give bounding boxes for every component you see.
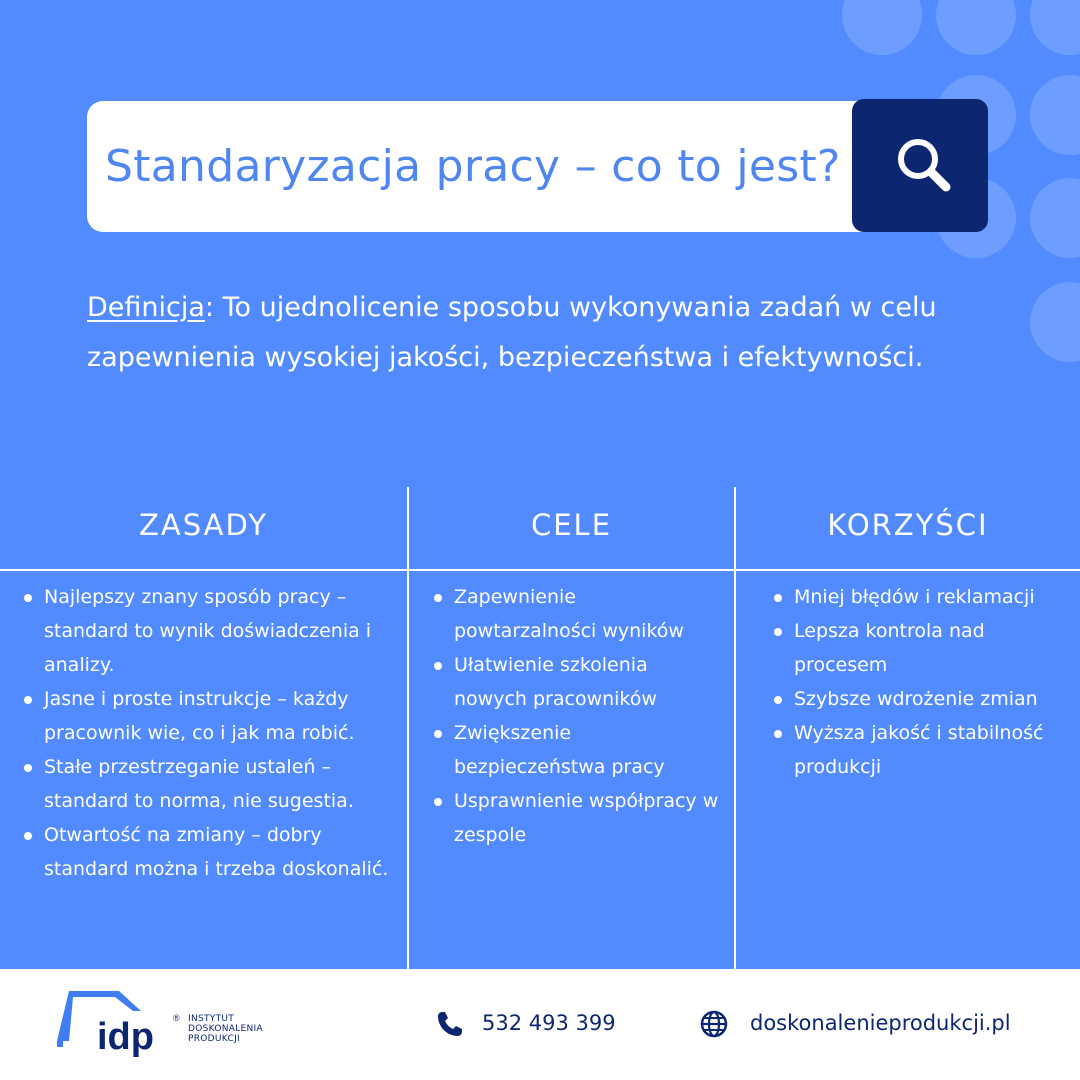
phone-icon bbox=[436, 1010, 464, 1038]
decorative-circle bbox=[1030, 75, 1080, 155]
logo-line: INSTYTUT bbox=[188, 1014, 235, 1024]
search-icon bbox=[852, 99, 988, 232]
logo-wordmark bbox=[188, 1014, 263, 1044]
phone-number[interactable]: 532 493 399 bbox=[482, 1011, 616, 1035]
list-item: Jasne i proste instrukcje – każdy pracownik wie, co i jak ma robić. bbox=[24, 682, 392, 750]
list-item: Najlepszy znany sposób pracy – standard to wynik doświadczenia i analizy. bbox=[24, 580, 392, 682]
list-item: Wyższa jakość i stabilność produkcji bbox=[774, 716, 1070, 784]
list-item: Szybsze wdrożenie zmian bbox=[774, 682, 1070, 716]
list-item: Zwiększenie bezpieczeństwa pracy bbox=[434, 716, 719, 784]
decorative-circle bbox=[936, 0, 1016, 55]
search-button[interactable] bbox=[852, 99, 988, 232]
decorative-circle bbox=[1030, 178, 1080, 258]
logo-mark: idp bbox=[97, 1016, 154, 1058]
column-heading-korzysci: KORZYŚCI bbox=[827, 508, 989, 542]
list-item: Ułatwienie szkolenia nowych pracowników bbox=[434, 648, 719, 716]
decorative-circle bbox=[842, 0, 922, 55]
logo-line: PRODUKCJI bbox=[188, 1034, 240, 1044]
logo-line: DOSKONALENIA bbox=[188, 1024, 263, 1034]
list-item: Lepsza kontrola nad procesem bbox=[774, 614, 1070, 682]
search-query: Standaryzacja pracy – co to jest? bbox=[105, 141, 841, 192]
column-heading-zasady: ZASADY bbox=[139, 508, 268, 542]
search-bar[interactable] bbox=[87, 101, 967, 232]
decorative-circle bbox=[1030, 282, 1080, 362]
list-item: Mniej błędów i reklamacji bbox=[774, 580, 1070, 614]
logo-registered: ® bbox=[173, 1013, 180, 1023]
website-link[interactable]: doskonalenieprodukcji.pl bbox=[750, 1011, 1011, 1035]
definition-label: Definicja bbox=[87, 292, 205, 323]
definition-text: : To ujednolicenie sposobu wykonywania zadań w celu zapewnienia wysokiej jakości, bezpieczeństwa i efektywności. bbox=[87, 292, 937, 373]
globe-icon bbox=[700, 1010, 728, 1038]
list-item: Otwartość na zmiany – dobry standard można i trzeba doskonalić. bbox=[24, 818, 392, 886]
decorative-circle bbox=[1030, 0, 1080, 55]
column-divider bbox=[734, 487, 736, 969]
header-divider bbox=[0, 569, 1080, 571]
column-list-korzysci bbox=[774, 580, 1070, 784]
definition bbox=[87, 283, 987, 383]
column-list-zasady bbox=[24, 580, 392, 886]
list-item: Stałe przestrzeganie ustaleń – standard to norma, nie sugestia. bbox=[24, 750, 392, 818]
list-item: Zapewnienie powtarzalności wyników bbox=[434, 580, 719, 648]
column-list-cele bbox=[434, 580, 719, 852]
column-divider bbox=[407, 487, 409, 969]
column-heading-cele: CELE bbox=[530, 508, 613, 542]
list-item: Usprawnienie współpracy w zespole bbox=[434, 784, 719, 852]
